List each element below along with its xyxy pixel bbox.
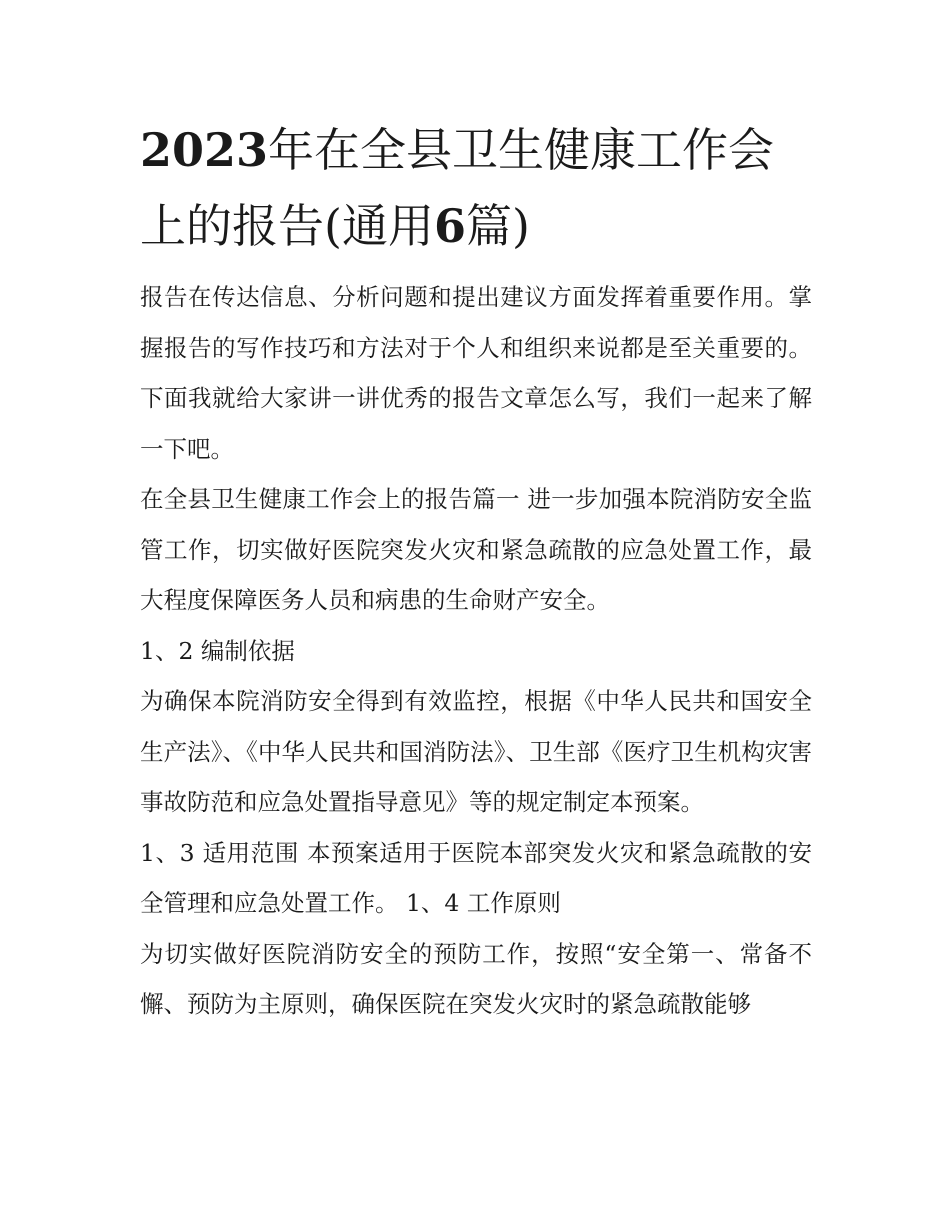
- document-title-text: 2023年在全县卫生健康工作会上的报告(通用6篇): [140, 123, 775, 253]
- paragraph-intro: 报告在传达信息、分析问题和提出建议方面发挥着重要作用。掌握报告的写作技巧和方法对于个人和组织来说都是至关重要的。下面我就给大家讲一讲优秀的报告文章怎么写，我们一起来了解一下吧。: [140, 283, 812, 463]
- paragraph-section-one: 在全县卫生健康工作会上的报告篇一 进一步加强本院消防安全监管工作，切实做好医院突发火灾和紧急疏散的应急处置工作，最大程度保障医务人员和病患的生命财产安全。: [140, 485, 812, 614]
- paragraph-basis-heading: 1、2 编制依据: [140, 636, 295, 665]
- paragraph-principles: 为切实做好医院消防安全的预防工作，按照“安全第一、常备不懈、预防为主原则，确保医院在突发火灾时的紧急疏散能够: [140, 939, 812, 1018]
- paragraph-basis: 为确保本院消防安全得到有效监控，根据《中华人民共和国安全生产法》、《中华人民共和国消防法》、卫生部《医疗卫生机构灾害事故防范和应急处置指导意见》等的规定制定本预案。: [140, 687, 812, 816]
- document-body: [140, 112, 812, 1030]
- document-title: [140, 112, 812, 264]
- paragraph-scope: 1、3 适用范围 本预案适用于医院本部突发火灾和紧急疏散的安全管理和应急处置工作。 1、4 工作原则: [140, 838, 812, 917]
